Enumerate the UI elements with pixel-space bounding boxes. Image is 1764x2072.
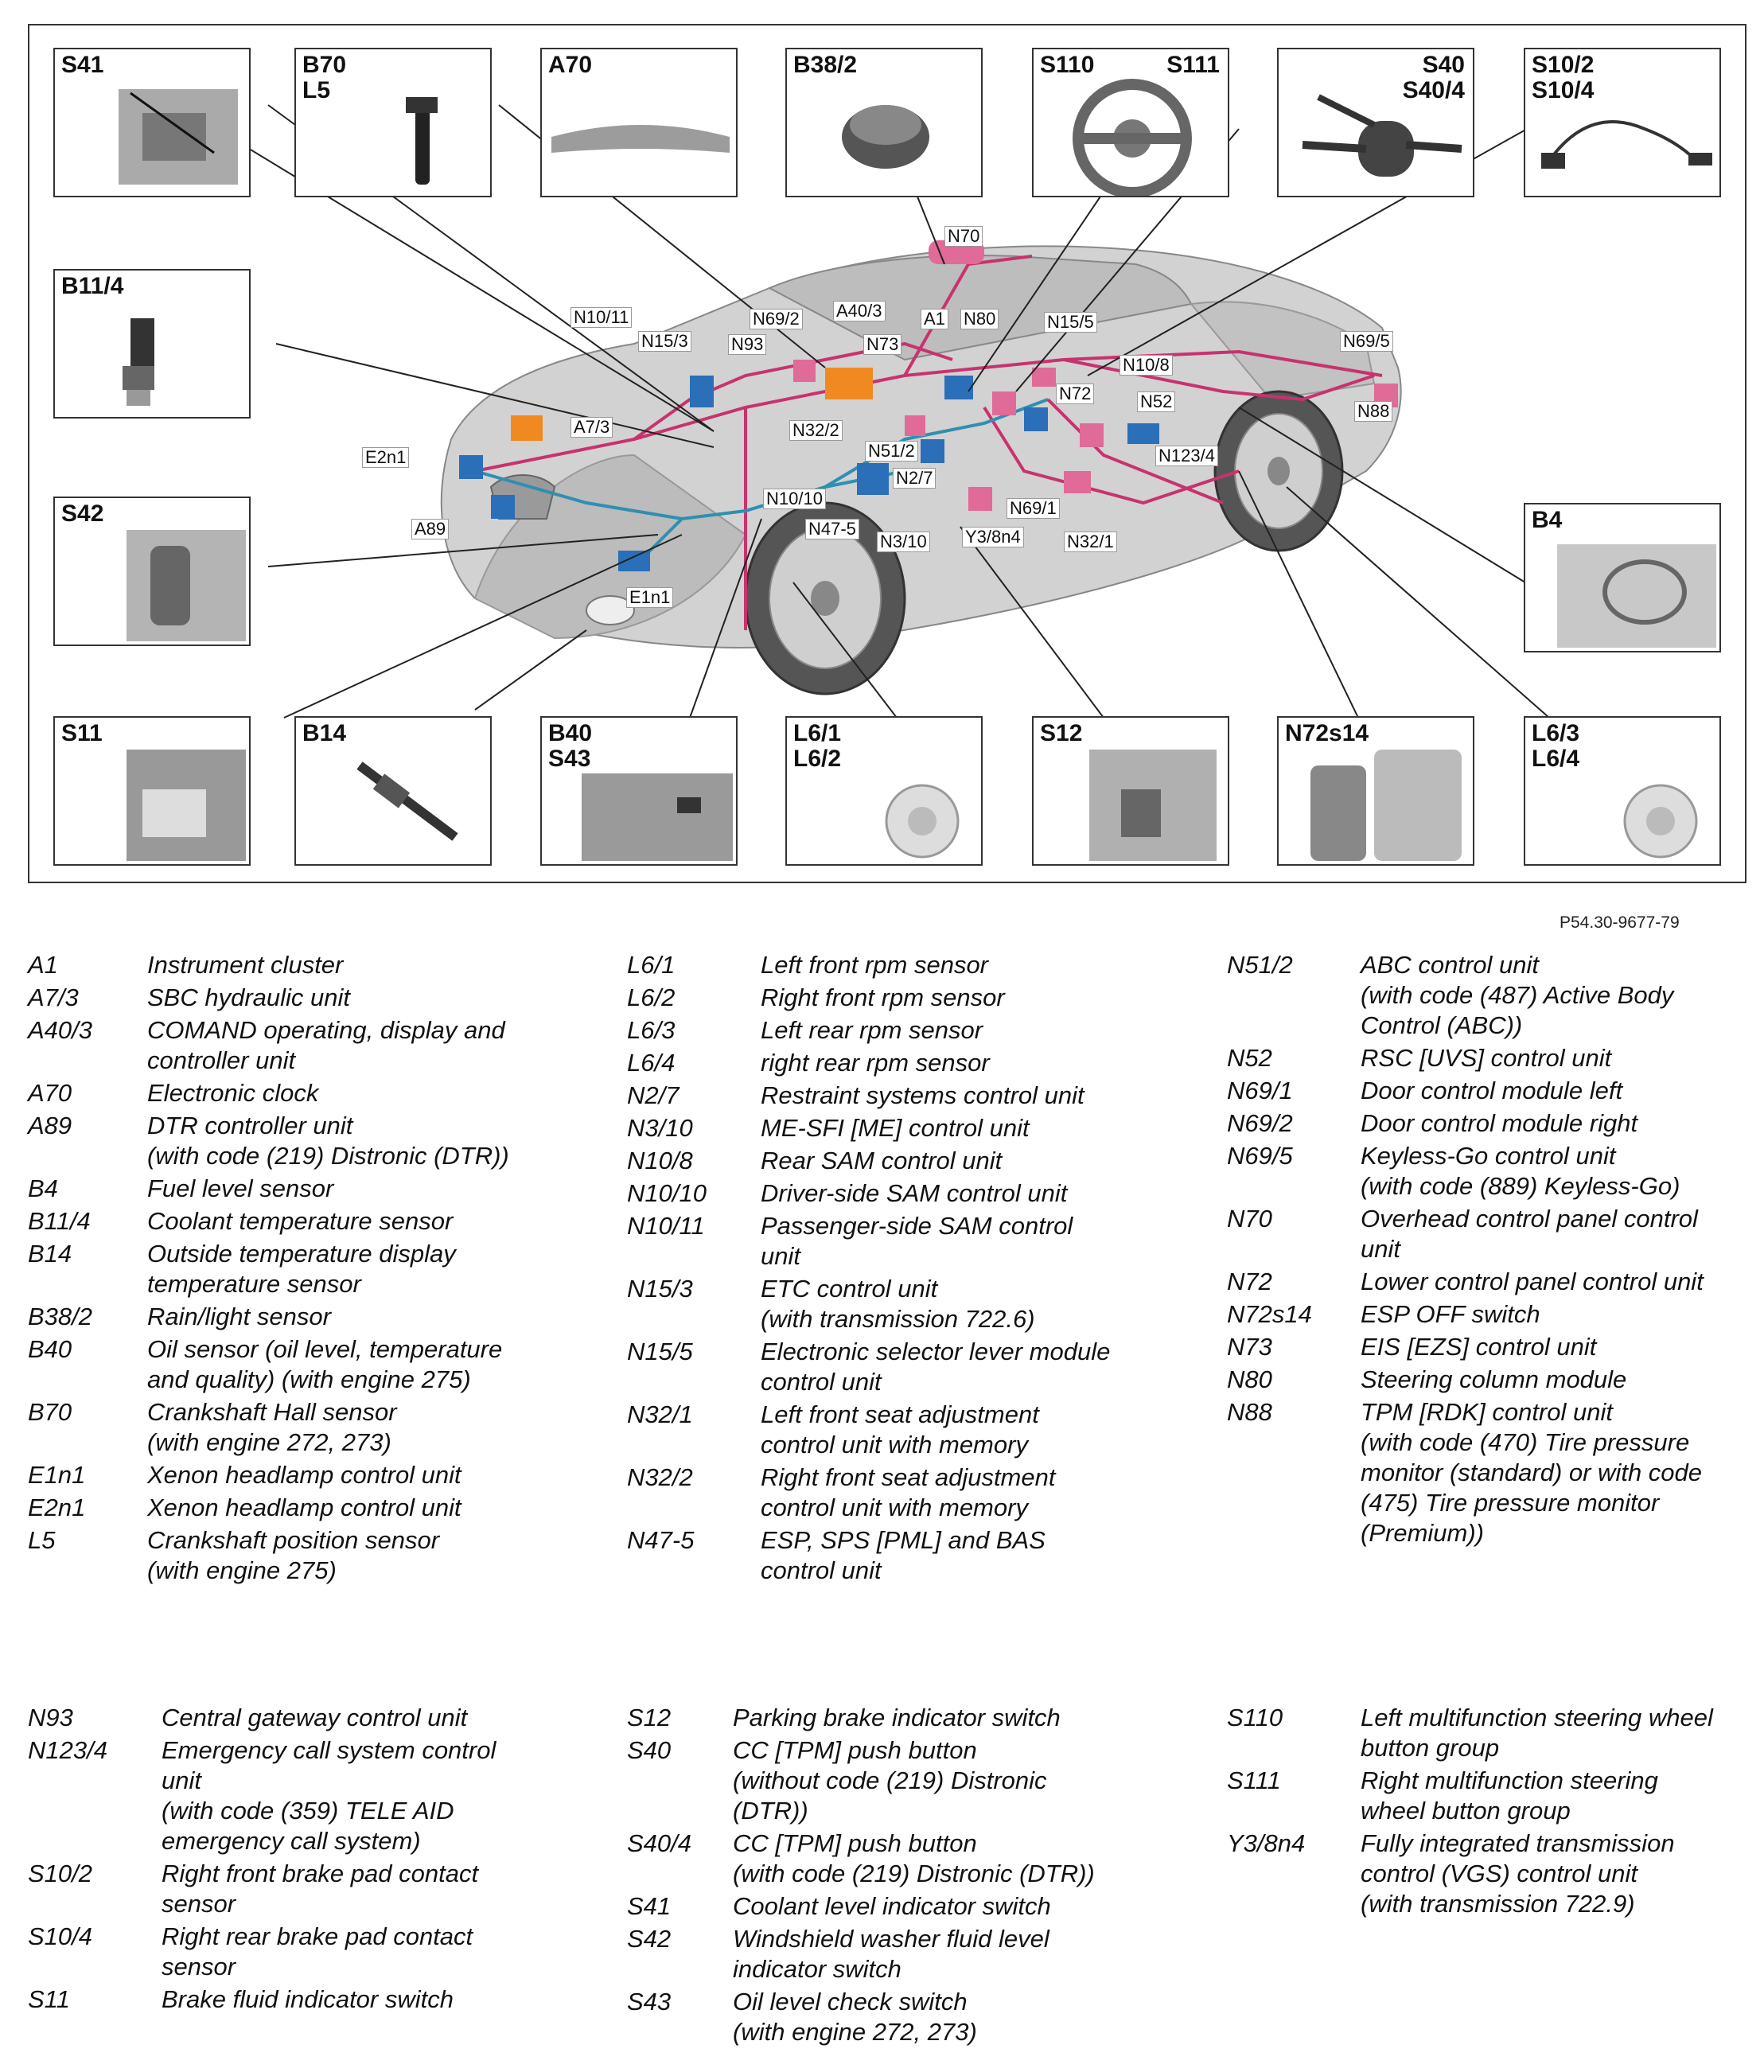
callout-label: B38/2 xyxy=(793,52,858,78)
legend-description: ME-SFI [ME] control unit xyxy=(761,1114,1030,1142)
legend-entry xyxy=(1227,1365,1752,1395)
legend-code: E2n1 xyxy=(28,1494,86,1521)
legend-entry xyxy=(627,1015,1184,1046)
legend-entry xyxy=(627,1178,1184,1209)
car-label: N52 xyxy=(1137,391,1175,412)
legend-code: B40 xyxy=(28,1335,72,1363)
callout-b4 xyxy=(1524,503,1721,652)
legend-code: A40/3 xyxy=(28,1016,93,1044)
legend-code: A70 xyxy=(28,1079,72,1107)
car-label: A40/3 xyxy=(833,301,886,321)
legend-description: Keyless-Go control unit (with code (889) Keyless-Go) xyxy=(1361,1142,1680,1200)
callout-b40 xyxy=(540,716,738,866)
legend-description: TPM [RDK] control unit (with code (470) Tire pressure monitor (standard) or with code (475) Tire pressure monitor (Premium)) xyxy=(1361,1398,1703,1547)
legend-description: ABC control unit (with code (487) Active Body Control (ABC)) xyxy=(1361,951,1674,1039)
legend-entry xyxy=(1227,1043,1752,1073)
legend-entry xyxy=(28,1334,577,1395)
legend-code: N72s14 xyxy=(1227,1300,1312,1328)
legend-code: A1 xyxy=(28,951,58,979)
legend-code: N73 xyxy=(1227,1333,1272,1361)
legend-entry xyxy=(627,1146,1184,1176)
legend-code: S10/2 xyxy=(28,1860,93,1887)
legend-description: EIS [EZS] control unit xyxy=(1361,1333,1597,1361)
car-label: Y3/8n4 xyxy=(962,527,1024,547)
car-label: N15/3 xyxy=(638,331,691,352)
callout-label: B11/4 xyxy=(61,273,124,299)
legend-description: right rear rpm sensor xyxy=(761,1049,990,1077)
legend-description: Restraint systems control unit xyxy=(761,1081,1084,1109)
legend-code: N52 xyxy=(1227,1044,1272,1072)
legend-description: Overhead control panel control unit xyxy=(1361,1205,1698,1263)
legend-code: N123/4 xyxy=(28,1736,107,1764)
legend-description: Right rear brake pad contact sensor xyxy=(162,1922,473,1980)
legend-entry xyxy=(28,1460,577,1490)
legend-entry xyxy=(1227,1076,1752,1106)
legend-code: N51/2 xyxy=(1227,951,1293,979)
legend-entry xyxy=(627,1987,1184,2047)
legend-code: L5 xyxy=(28,1526,56,1554)
callout-label: L6/1 L6/2 xyxy=(793,720,842,772)
legend-description: Right multifunction steering wheel button group xyxy=(1361,1766,1658,1825)
legend-description: Coolant level indicator switch xyxy=(733,1892,1051,1920)
legend-code: N10/8 xyxy=(627,1147,693,1174)
legend-code: N10/10 xyxy=(627,1179,707,1207)
legend-code: L6/1 xyxy=(627,951,676,979)
callout-b38 xyxy=(785,48,983,197)
car-label: A89 xyxy=(411,519,449,539)
car-label: N3/10 xyxy=(877,532,930,552)
car-label: N69/1 xyxy=(1007,498,1060,519)
legend-description: Fully integrated transmission control (VGS) control unit (with transmission 722.9) xyxy=(1361,1829,1675,1918)
legend-entry xyxy=(627,1891,1184,1922)
legend-description: CC [TPM] push button (with code (219) Distronic (DTR)) xyxy=(733,1829,1095,1887)
callout-b70 xyxy=(294,48,492,197)
legend-description: Rear SAM control unit xyxy=(761,1147,1003,1174)
legend-entry xyxy=(28,950,577,980)
legend-code: S110 xyxy=(1227,1704,1283,1731)
callout-s12 xyxy=(1032,716,1229,866)
legend-description: Oil sensor (oil level, temperature and quality) (with engine 275) xyxy=(147,1335,503,1393)
legend-entry xyxy=(1227,1108,1752,1139)
legend-description: Lower control panel control unit xyxy=(1361,1268,1704,1295)
callout-s110 xyxy=(1032,48,1229,197)
car-label: N69/2 xyxy=(750,309,803,329)
legend-description: Left rear rpm sensor xyxy=(761,1016,983,1044)
legend-description: Outside temperature display temperature sensor xyxy=(147,1240,456,1298)
legend-code: B4 xyxy=(28,1174,58,1202)
car-label: N69/5 xyxy=(1340,331,1393,352)
legend-description: DTR controller unit (with code (219) Distronic (DTR)) xyxy=(147,1112,509,1170)
legend-code: N88 xyxy=(1227,1398,1272,1426)
legend-entry xyxy=(627,1462,1184,1523)
legend-entry xyxy=(627,1113,1184,1143)
car-label: N80 xyxy=(960,309,999,329)
legend-code: E1n1 xyxy=(28,1461,86,1489)
legend-description: Left multifunction steering wheel button group xyxy=(1361,1704,1713,1762)
callout-label: B4 xyxy=(1532,507,1563,533)
legend-entry xyxy=(627,1400,1184,1460)
legend-code: N69/2 xyxy=(1227,1109,1293,1137)
legend-description: Fuel level sensor xyxy=(147,1174,334,1202)
legend-code: N69/5 xyxy=(1227,1142,1293,1170)
legend-entry xyxy=(28,983,577,1013)
callout-label: S110 xyxy=(1040,52,1095,78)
legend-description: Xenon headlamp control unit xyxy=(147,1461,461,1489)
legend-code: L6/3 xyxy=(627,1016,676,1044)
legend-code: N3/10 xyxy=(627,1114,693,1142)
legend-code: N10/11 xyxy=(627,1212,705,1240)
legend-description: ESP, SPS [PML] and BAS control unit xyxy=(761,1526,1046,1584)
callout-b14 xyxy=(294,716,492,866)
legend-entry xyxy=(1227,1703,1752,1763)
legend-code: S40/4 xyxy=(627,1829,692,1857)
legend-code: N32/2 xyxy=(627,1463,693,1491)
legend-description: Windshield washer fluid level indicator switch xyxy=(733,1925,1049,1983)
legend-entry xyxy=(627,1703,1184,1733)
legend-entry xyxy=(627,1829,1184,1889)
legend-code: Y3/8n4 xyxy=(1227,1829,1306,1857)
callout-n72s14 xyxy=(1277,716,1474,866)
legend-entry xyxy=(28,1493,577,1523)
legend-description: Electronic clock xyxy=(147,1079,319,1107)
legend-entry xyxy=(28,1397,577,1458)
legend-description: CC [TPM] push button (without code (219) Distronic (DTR)) xyxy=(733,1736,1047,1825)
callout-label: S11 xyxy=(61,720,103,746)
car-label: N88 xyxy=(1354,401,1392,422)
legend-description: Crankshaft Hall sensor (with engine 272, 273) xyxy=(147,1398,397,1456)
legend-entry xyxy=(28,1302,577,1332)
legend-code: B11/4 xyxy=(28,1207,91,1235)
legend-entry xyxy=(1227,950,1752,1041)
legend-code: S12 xyxy=(627,1704,672,1731)
callout-l63 xyxy=(1524,716,1721,866)
car-label: N10/11 xyxy=(570,307,632,328)
legend-code: N47-5 xyxy=(627,1526,695,1554)
legend-description: Steering column module xyxy=(1361,1365,1627,1393)
legend-entry xyxy=(28,1735,601,1856)
legend-entry xyxy=(1227,1204,1752,1264)
legend-code: A89 xyxy=(28,1112,72,1139)
legend-description: Oil level check switch (with engine 272, 273) xyxy=(733,1988,977,2046)
legend-entry xyxy=(627,1048,1184,1078)
legend-top-col2 xyxy=(627,950,1184,1588)
legend-code: N32/1 xyxy=(627,1400,693,1428)
legend-entry xyxy=(28,1525,577,1586)
legend-code: S41 xyxy=(627,1892,672,1920)
car-label: N47-5 xyxy=(805,519,859,539)
legend-description: Brake fluid indicator switch xyxy=(162,1985,454,2013)
callout-label: L6/3 L6/4 xyxy=(1532,720,1580,772)
car-label: N51/2 xyxy=(865,441,918,462)
legend-description: Electronic selector lever module control unit xyxy=(761,1338,1111,1396)
legend-entry xyxy=(28,1239,577,1299)
car-label: A7/3 xyxy=(570,417,613,438)
legend-entry xyxy=(627,950,1184,980)
legend-entry xyxy=(1227,1766,1752,1826)
callout-b114 xyxy=(53,269,251,419)
legend-description: Xenon headlamp control unit xyxy=(147,1494,461,1521)
legend-code: N80 xyxy=(1227,1365,1272,1393)
car-label: N73 xyxy=(863,334,901,355)
legend-description: Passenger-side SAM control unit xyxy=(761,1212,1073,1270)
legend-description: COMAND operating, display and controller unit xyxy=(147,1016,505,1074)
legend-description: Door control module left xyxy=(1361,1077,1623,1104)
car-label: N93 xyxy=(728,334,766,355)
legend-code: S43 xyxy=(627,1988,672,2016)
callout-s41 xyxy=(53,48,251,197)
legend-code: S42 xyxy=(627,1925,672,1953)
callout-a70 xyxy=(540,48,738,197)
legend-entry xyxy=(627,1274,1184,1334)
reference-code: P54.30-9677-79 xyxy=(1560,913,1680,932)
legend-description: Door control module right xyxy=(1361,1109,1638,1137)
callout-label: S40 S40/4 xyxy=(1402,52,1465,103)
legend-description: Parking brake indicator switch xyxy=(733,1704,1061,1731)
legend-bottom-col1 xyxy=(28,1703,601,2017)
legend-description: Right front rpm sensor xyxy=(761,983,1005,1011)
legend-entry xyxy=(28,1984,601,2015)
legend-description: Driver-side SAM control unit xyxy=(761,1179,1068,1207)
legend-entry xyxy=(1227,1299,1752,1330)
car-label: N32/2 xyxy=(789,420,843,441)
legend-description: Instrument cluster xyxy=(147,951,344,979)
callout-s42 xyxy=(53,497,251,646)
car-label: N72 xyxy=(1056,384,1094,404)
diagram-frame xyxy=(28,24,1746,883)
car-label: N10/10 xyxy=(763,489,826,509)
legend-description: Left front seat adjustment control unit with memory xyxy=(761,1400,1039,1459)
legend-entry xyxy=(1227,1397,1752,1548)
legend-entry xyxy=(1227,1829,1752,1919)
legend-description: Rain/light sensor xyxy=(147,1303,331,1330)
callout-label: B70 L5 xyxy=(302,52,347,103)
legend-code: S111 xyxy=(1227,1766,1281,1794)
car-label: N32/1 xyxy=(1064,532,1117,552)
legend-code: S10/4 xyxy=(28,1922,93,1950)
legend-bottom-col3 xyxy=(1227,1703,1752,1922)
legend-description: Emergency call system control unit (with code (359) TELE AID emergency call system) xyxy=(162,1736,496,1855)
legend-code: S11 xyxy=(28,1985,70,2013)
car-label: N10/8 xyxy=(1120,355,1173,376)
callout-label: S12 xyxy=(1040,720,1083,746)
legend-entry xyxy=(28,1206,577,1237)
legend-entry xyxy=(28,1078,577,1108)
legend-entry xyxy=(28,1015,577,1076)
legend-code: N69/1 xyxy=(1227,1077,1293,1104)
car-label: N2/7 xyxy=(893,468,936,489)
legend-code: A7/3 xyxy=(28,983,79,1011)
legend-code: N93 xyxy=(28,1704,73,1731)
legend-code: N70 xyxy=(1227,1205,1272,1233)
legend-description: Right front seat adjustment control unit with memory xyxy=(761,1463,1056,1521)
car-label: N123/4 xyxy=(1155,446,1218,466)
legend-description: Crankshaft position sensor (with engine 275) xyxy=(147,1526,440,1584)
legend-code: N2/7 xyxy=(627,1081,680,1109)
legend-entry xyxy=(627,1081,1184,1111)
legend-description: ETC control unit (with transmission 722.6) xyxy=(761,1275,1035,1333)
legend-description: Coolant temperature sensor xyxy=(147,1207,454,1235)
legend-code: N15/3 xyxy=(627,1275,693,1303)
legend-description: SBC hydraulic unit xyxy=(147,983,351,1011)
legend-entry xyxy=(1227,1267,1752,1297)
legend-entry xyxy=(28,1174,577,1204)
legend-code: N72 xyxy=(1227,1268,1272,1295)
legend-entry xyxy=(627,1337,1184,1397)
legend-code: B14 xyxy=(28,1240,72,1268)
legend-code: L6/4 xyxy=(627,1049,676,1077)
callout-label: B14 xyxy=(302,720,347,746)
callout-label-secondary: S111 xyxy=(1166,52,1220,78)
legend-entry xyxy=(28,1703,601,1733)
car-label: E2n1 xyxy=(362,447,409,468)
legend-description: ESP OFF switch xyxy=(1361,1300,1540,1328)
callout-label: S41 xyxy=(61,52,104,78)
legend-entry xyxy=(28,1859,601,1919)
legend-code: L6/2 xyxy=(627,983,676,1011)
legend-description: Central gateway control unit xyxy=(162,1704,468,1731)
callout-l61 xyxy=(785,716,983,866)
callout-s102 xyxy=(1524,48,1721,197)
legend-entry xyxy=(28,1922,601,1982)
callout-label: N72s14 xyxy=(1285,720,1369,746)
car-label: A1 xyxy=(921,309,948,329)
legend-code: S40 xyxy=(627,1736,672,1764)
legend-entry xyxy=(627,1525,1184,1586)
legend-entry xyxy=(627,983,1184,1013)
callout-label: A70 xyxy=(548,52,593,78)
legend-bottom-col2 xyxy=(627,1703,1184,2050)
legend-description: Right front brake pad contact sensor xyxy=(162,1860,479,1918)
legend-code: N15/5 xyxy=(627,1338,693,1365)
legend-top-col1 xyxy=(28,950,577,1588)
legend-entry xyxy=(627,1924,1184,1984)
car-label: E1n1 xyxy=(626,587,673,608)
legend-entry xyxy=(28,1111,577,1171)
legend-description: Left front rpm sensor xyxy=(761,951,989,979)
legend-entry xyxy=(1227,1332,1752,1362)
legend-entry xyxy=(627,1211,1184,1272)
legend-entry xyxy=(1227,1141,1752,1202)
callout-s11 xyxy=(53,716,251,866)
legend-top-col3 xyxy=(1227,950,1752,1551)
car-label: N15/5 xyxy=(1044,312,1097,333)
car-label: N70 xyxy=(944,226,983,247)
legend-code: B38/2 xyxy=(28,1303,93,1330)
callout-label: S10/2 S10/4 xyxy=(1532,52,1595,103)
callout-s40 xyxy=(1277,48,1474,197)
legend-description: RSC [UVS] control unit xyxy=(1361,1044,1612,1072)
callout-label: S42 xyxy=(61,500,104,527)
legend-entry xyxy=(627,1735,1184,1826)
callout-label: B40 S43 xyxy=(548,720,593,772)
legend-code: B70 xyxy=(28,1398,72,1426)
